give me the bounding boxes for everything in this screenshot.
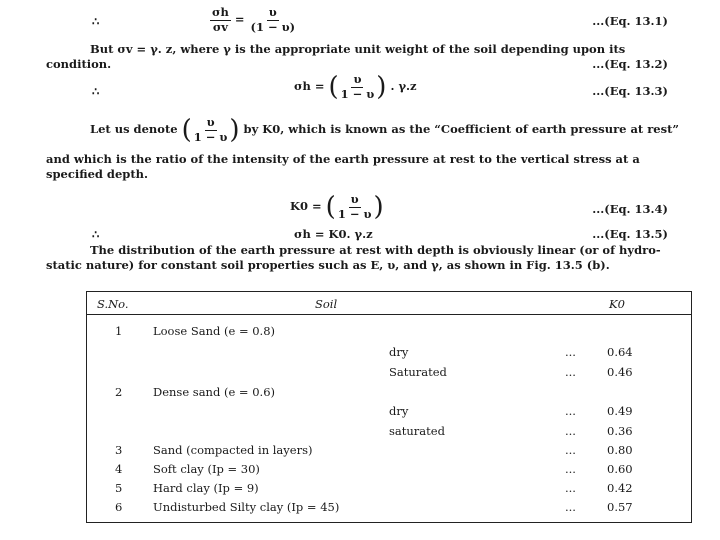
eq-13-3-label: ...(Eq. 13.3) xyxy=(592,84,668,98)
eq1-lhs-numerator: σh xyxy=(212,5,229,19)
cell-k0: 0.57 xyxy=(607,500,633,514)
eq3-tail: . γ.z xyxy=(390,79,417,93)
right-paren: ) xyxy=(373,192,384,222)
table-row xyxy=(87,404,691,420)
table-row xyxy=(87,500,691,516)
header-soil: Soil xyxy=(315,297,338,311)
cell-soil: Loose Sand (e = 0.8) xyxy=(153,324,276,338)
cell-k0: 0.49 xyxy=(607,404,633,418)
cell-condition: saturated xyxy=(389,424,445,438)
table-row xyxy=(87,365,691,381)
right-paren: ) xyxy=(376,72,387,102)
cell-k0: 0.64 xyxy=(607,345,633,359)
distribution-text: The distribution of the earth pressure at rest with depth is obviously linear (or of hydro-static nature) for constant soil properties such as E, υ, and γ, as shown in Fig. 13.5 (b). xyxy=(46,243,661,272)
cell-k0: 0.46 xyxy=(607,365,633,379)
denote-continuation: and which is the ratio of the intensity of the earth pressure at rest to the vertical stress at a specified depth. xyxy=(46,152,640,181)
cell-soil: Undisturbed Silty clay (Ip = 45) xyxy=(153,500,340,514)
eq1-equals: = xyxy=(234,12,245,26)
cell-condition: dry xyxy=(389,345,409,359)
eq1-lhs-denominator: σv xyxy=(212,19,228,34)
table-row xyxy=(87,324,691,340)
distribution-paragraph xyxy=(46,243,670,273)
eq4-lhs: K0 = xyxy=(290,199,322,213)
cell-sno: 6 xyxy=(115,500,123,514)
table-header-row xyxy=(87,292,691,315)
therefore-symbol: ∴ xyxy=(92,14,100,28)
header-sno: S.No. xyxy=(97,297,129,311)
table-row xyxy=(87,481,691,497)
eq2-text-b: condition. xyxy=(46,57,112,71)
cell-condition: Saturated xyxy=(389,365,447,379)
eq-13-1-label: ...(Eq. 13.1) xyxy=(592,14,668,28)
cell-sno: 1 xyxy=(115,324,123,338)
equation-13-1 xyxy=(210,7,297,33)
cell-sno: 2 xyxy=(115,385,123,399)
cell-dots: ... xyxy=(565,404,576,418)
k0-table xyxy=(86,291,692,523)
therefore-symbol: ∴ xyxy=(92,227,100,241)
eq3-numerator: υ xyxy=(353,72,362,86)
header-k0: K0 xyxy=(609,297,625,311)
cell-soil: Hard clay (Ip = 9) xyxy=(153,481,259,495)
right-paren: ) xyxy=(229,115,240,145)
table-row xyxy=(87,385,691,401)
cell-k0: 0.42 xyxy=(607,481,633,495)
equation-13-3 xyxy=(294,74,417,100)
eq1-rhs-numerator: υ xyxy=(268,5,277,19)
denote-line xyxy=(90,117,679,143)
eq3-lhs: σh = xyxy=(294,79,325,93)
cell-dots: ... xyxy=(565,365,576,379)
cell-dots: ... xyxy=(565,481,576,495)
cell-dots: ... xyxy=(565,500,576,514)
cell-sno: 4 xyxy=(115,462,123,476)
eq3-denominator: 1 − υ xyxy=(340,86,375,101)
cell-dots: ... xyxy=(565,462,576,476)
eq2-paragraph xyxy=(46,42,670,57)
equation-13-4 xyxy=(290,194,384,220)
eq4-denominator: 1 − υ xyxy=(337,206,372,221)
cell-sno: 3 xyxy=(115,443,123,457)
equation-13-5: σh = K0. γ.z xyxy=(294,227,373,241)
eq-13-5-label: ...(Eq. 13.5) xyxy=(592,227,668,241)
cell-soil: Dense sand (e = 0.6) xyxy=(153,385,275,399)
left-paren: ( xyxy=(325,192,336,222)
cell-soil: Soft clay (Ip = 30) xyxy=(153,462,260,476)
cell-soil: Sand (compacted in layers) xyxy=(153,443,313,457)
eq-13-4-label: ...(Eq. 13.4) xyxy=(592,202,668,216)
cell-condition: dry xyxy=(389,404,409,418)
eq4-numerator: υ xyxy=(350,192,359,206)
cell-k0: 0.80 xyxy=(607,443,633,457)
therefore-symbol: ∴ xyxy=(92,84,100,98)
cell-dots: ... xyxy=(565,443,576,457)
denote-denominator: 1 − υ xyxy=(193,129,228,144)
eq-13-2-label: ...(Eq. 13.2) xyxy=(592,57,668,71)
cell-dots: ... xyxy=(565,424,576,438)
table-row xyxy=(87,443,691,459)
left-paren: ( xyxy=(181,115,192,145)
cell-dots: ... xyxy=(565,345,576,359)
table-row xyxy=(87,345,691,361)
eq1-rhs-denominator: (1 − υ) xyxy=(250,19,296,34)
left-paren: ( xyxy=(328,72,339,102)
denote-numerator: υ xyxy=(206,115,215,129)
cell-k0: 0.60 xyxy=(607,462,633,476)
table-row xyxy=(87,462,691,478)
denote-text-a: Let us denote xyxy=(90,122,178,136)
table-row xyxy=(87,424,691,440)
denote-text-b: by K0, which is known as the “Coefficient of earth pressure at rest” xyxy=(243,122,680,136)
cell-sno: 5 xyxy=(115,481,123,495)
cell-k0: 0.36 xyxy=(607,424,633,438)
eq2-text-a: But σv = γ. z, where γ is the appropriate unit weight of the soil depending upon its xyxy=(90,42,626,56)
